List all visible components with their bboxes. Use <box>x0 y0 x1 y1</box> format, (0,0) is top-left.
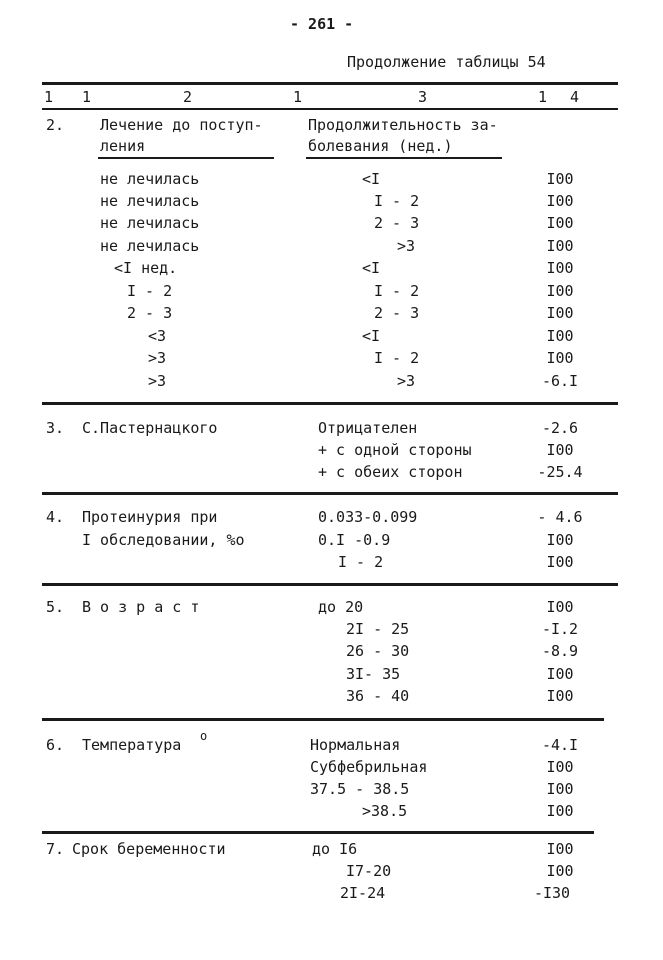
value-cell: I00 <box>546 687 574 705</box>
condition-cell: 2 - 3 <box>374 214 420 232</box>
condition-cell: Субфебрильная <box>310 758 428 776</box>
value-cell: I00 <box>546 553 574 571</box>
row-number: 3. <box>46 419 65 437</box>
condition-cell: <I <box>362 327 381 345</box>
degree-superscript: o <box>200 729 208 743</box>
condition-label: болевания (нед.) <box>308 137 453 155</box>
condition-cell: до 20 <box>318 598 364 616</box>
subgroup-cell: не лечилась <box>100 192 200 210</box>
header-separator-2: 1 <box>293 88 303 106</box>
condition-cell: 2 - 3 <box>374 304 420 322</box>
subgroup-cell: I - 2 <box>127 282 173 300</box>
condition-cell: до I6 <box>312 840 358 858</box>
value-cell: -8.9 <box>541 642 579 660</box>
condition-cell: <I <box>362 259 381 277</box>
header-top-rule <box>42 82 618 85</box>
row-number: 6. <box>46 736 65 754</box>
value-cell: -2.6 <box>541 419 579 437</box>
value-cell: I00 <box>546 598 574 616</box>
subgroup-cell: <3 <box>148 327 167 345</box>
condition-underline <box>306 157 502 159</box>
factor-label: ления <box>100 137 146 155</box>
section-divider <box>42 583 618 586</box>
factor-label: Лечение до поступ- <box>100 116 263 134</box>
condition-cell: >3 <box>397 237 416 255</box>
condition-cell: 26 - 30 <box>346 642 410 660</box>
condition-cell: I - 2 <box>338 553 384 571</box>
condition-cell: >38.5 <box>362 802 408 820</box>
value-cell: - 4.6 <box>537 508 583 526</box>
value-cell: I00 <box>546 862 574 880</box>
value-cell: I00 <box>546 758 574 776</box>
condition-cell: I - 2 <box>374 282 420 300</box>
header-col-3: 3 <box>418 88 428 106</box>
subgroup-cell: >3 <box>148 372 167 390</box>
value-cell: I00 <box>546 282 574 300</box>
value-cell: -I30 <box>533 884 571 902</box>
factor-label: С.Пастернацкого <box>82 419 218 437</box>
condition-cell: 0.I -0.9 <box>318 531 391 549</box>
section-divider <box>42 718 604 721</box>
value-cell: -I.2 <box>541 620 579 638</box>
value-cell: -4.I <box>541 736 579 754</box>
condition-cell: 2I-24 <box>340 884 386 902</box>
value-cell: -25.4 <box>537 463 583 481</box>
row-number: 5. <box>46 598 65 616</box>
subgroup-cell: >3 <box>148 349 167 367</box>
factor-label: I обследовании, %o <box>82 531 245 549</box>
header-col-1: 1 <box>44 88 54 106</box>
row-number: 2. <box>46 116 65 134</box>
condition-cell: 0.033-0.099 <box>318 508 418 526</box>
header-separator-3: 1 <box>538 88 548 106</box>
condition-cell: Нормальная <box>310 736 401 754</box>
value-cell: I00 <box>546 531 574 549</box>
value-cell: I00 <box>546 349 574 367</box>
factor-underline <box>98 157 274 159</box>
row-number: 7. <box>46 840 65 858</box>
value-cell: I00 <box>546 237 574 255</box>
section-divider <box>42 831 594 834</box>
value-cell: I00 <box>546 665 574 683</box>
continuation-title: Продолжение таблицы 54 <box>347 53 546 71</box>
condition-label: Продолжительность за- <box>308 116 498 134</box>
subgroup-cell: <I нед. <box>114 259 178 277</box>
condition-cell: 36 - 40 <box>346 687 410 705</box>
value-cell: I00 <box>546 802 574 820</box>
factor-label: В о з р а с т <box>82 598 200 616</box>
condition-cell: >3 <box>397 372 416 390</box>
value-cell: I00 <box>546 192 574 210</box>
section-divider <box>42 492 618 495</box>
section-divider <box>42 402 618 405</box>
value-cell: I00 <box>546 327 574 345</box>
subgroup-cell: не лечилась <box>100 170 200 188</box>
row-number: 4. <box>46 508 65 526</box>
value-cell: I00 <box>546 259 574 277</box>
value-cell: I00 <box>546 441 574 459</box>
header-col-4: 4 <box>570 88 580 106</box>
header-separator-1: 1 <box>82 88 92 106</box>
subgroup-cell: 2 - 3 <box>127 304 173 322</box>
value-cell: I00 <box>546 214 574 232</box>
value-cell: I00 <box>546 840 574 858</box>
value-cell: I00 <box>546 780 574 798</box>
factor-label: Срок беременности <box>72 840 226 858</box>
condition-cell: <I <box>362 170 381 188</box>
value-cell: I00 <box>546 304 574 322</box>
condition-cell: + с одной стороны <box>318 441 472 459</box>
condition-cell: I - 2 <box>374 192 420 210</box>
condition-cell: I7-20 <box>346 862 392 880</box>
subgroup-cell: не лечилась <box>100 237 200 255</box>
condition-cell: + с обеих сторон <box>318 463 463 481</box>
condition-cell: Отрицателен <box>318 419 418 437</box>
value-cell: -6.I <box>541 372 579 390</box>
factor-label: Протеинурия при <box>82 508 218 526</box>
condition-cell: 3I- 35 <box>346 665 401 683</box>
factor-label: Температура <box>82 736 182 754</box>
condition-cell: 37.5 - 38.5 <box>310 780 410 798</box>
header-bottom-rule <box>42 108 618 110</box>
header-col-2: 2 <box>183 88 193 106</box>
subgroup-cell: не лечилась <box>100 214 200 232</box>
condition-cell: I - 2 <box>374 349 420 367</box>
value-cell: I00 <box>546 170 574 188</box>
condition-cell: 2I - 25 <box>346 620 410 638</box>
page-number: - 261 - <box>290 15 354 33</box>
